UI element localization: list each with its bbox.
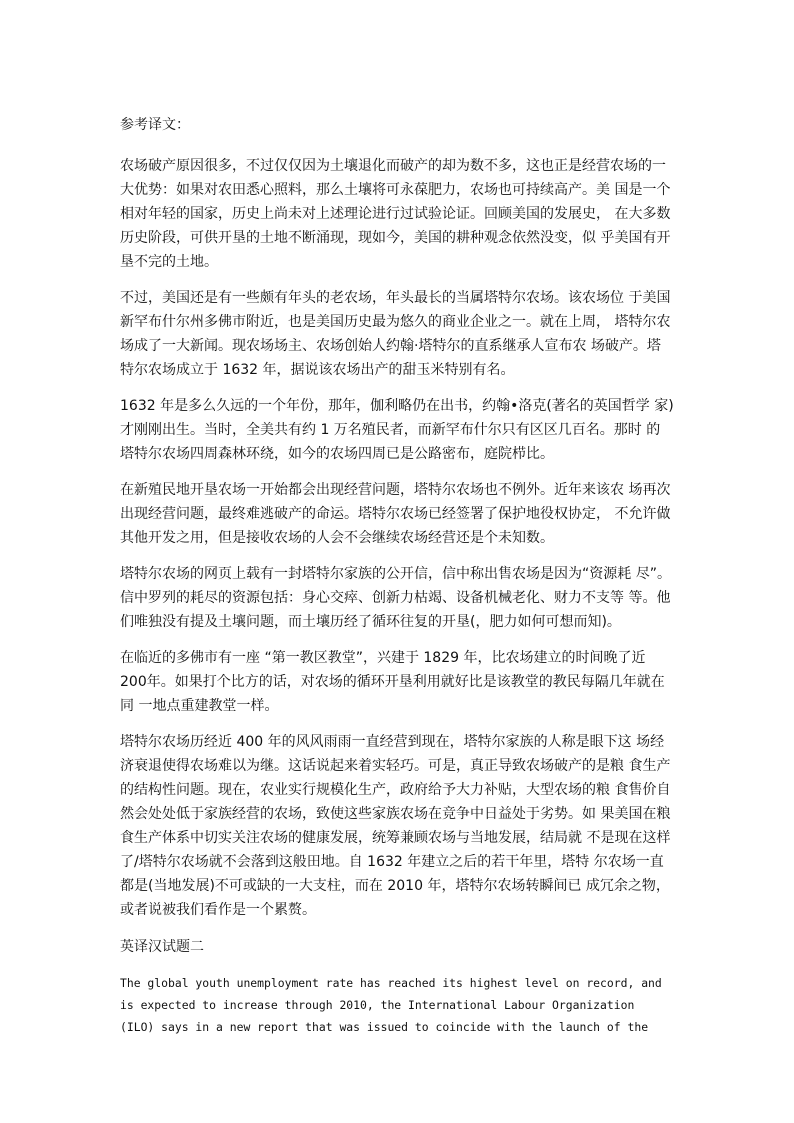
text-line: 塔特尔农场四周森林环绕，如今的农场四周已是公路密布，庭院栉比。 — [120, 446, 554, 462]
text-line: 然会处处低于家族经营的农场，致使这些家族农场在竞争中日益处于劣势。如 果美国在粮 — [120, 806, 671, 822]
text-line: 大优势：如果对农田悉心照料，那么土壤将可永葆肥力，农场也可持续高产。美 国是一个 — [120, 182, 671, 198]
text-line: 出现经营问题，最终难逃破产的命运。塔特尔农场已经签署了保护地役权协定， 不允许做 — [120, 506, 671, 522]
text-line: 历史阶段，可供开垦的土地不断涌现，现如今，美国的耕种观念依然没变，似 乎美国有开 — [120, 230, 671, 246]
text-line: 其他开发之用，但是接收农场的人会不会继续农场经营还是个未知数。 — [120, 530, 554, 546]
text-line: 垦不完的土地。 — [120, 254, 218, 270]
section-title: 英译汉试题二 — [120, 939, 204, 955]
text-line: 相对年轻的国家，历史上尚未对上述理论进行过试验论证。回顾美国的发展史， 在大多数 — [120, 206, 671, 222]
english-passage — [120, 972, 676, 1038]
english-line: The global youth unemployment rate has reached its highest level on record, and — [120, 976, 662, 990]
text-line: 不过，美国还是有一些颇有年头的老农场，年头最长的当属塔特尔农场。该农场位 于美国 — [120, 290, 671, 306]
paragraph-6 — [120, 646, 676, 718]
text-line: 塔特尔农场历经近 400 年的风风雨雨一直经营到现在，塔特尔家族的人称是眼下这 场经 — [120, 734, 665, 750]
text-line: 的结构性问题。现在，农业实行规模化生产，政府给予大力补贴，大型农场的粮 食售价自 — [120, 782, 671, 798]
text-line: 才刚刚出生。当时，全美共有约 1 万名殖民者，而新罕布什尔只有区区几百名。那时 的 — [120, 422, 661, 438]
document-page — [120, 112, 676, 1038]
text-line: 特尔农场成立于 1632 年，据说该农场出产的甜玉米特别有名。 — [120, 362, 515, 378]
text-line: 济衰退使得农场难以为继。这话说起来着实轻巧。可是，真正导致农场破产的是粮 食生产 — [120, 758, 671, 774]
paragraph-3 — [120, 394, 676, 466]
text-line: 们唯独没有提及土壤问题，而土壤历经了循环往复的开垦(，肥力如何可想而知)。 — [120, 614, 621, 630]
translation-body — [120, 154, 676, 922]
english-line: is expected to increase through 2010, the International Labour Organization — [120, 998, 635, 1012]
text-line: 200年。如果打个比方的话，对农场的循环开垦利用就好比是该教堂的教民每隔几年就在 — [120, 674, 665, 690]
reference-translation-label: 参考译文： — [120, 117, 190, 133]
text-line: 塔特尔农场的网页上载有一封塔特尔家族的公开信，信中称出售农场是因为“资源耗 尽”。 — [120, 566, 671, 582]
text-line: 在临近的多佛市有一座 “第一教区教堂”，兴建于 1829 年，比农场建立的时间晚了近 — [120, 650, 646, 666]
text-line: 同 一地点重建教堂一样。 — [120, 698, 279, 714]
text-line: 或者说被我们看作是一个累赘。 — [120, 902, 316, 918]
text-line: 在新殖民地开垦农场一开始都会出现经营问题，塔特尔农场也不例外。近年来该农 场再次 — [120, 482, 671, 498]
text-line: 食生产体系中切实关注农场的健康发展，统筹兼顾农场与当地发展，结局就 不是现在这样 — [120, 830, 671, 846]
text-line: 了/塔特尔农场就不会落到这般田地。自 1632 年建立之后的若干年里，塔特 尔农场一直 — [120, 854, 664, 870]
paragraph-5 — [120, 562, 676, 634]
paragraph-1 — [120, 154, 676, 274]
text-line: 都是(当地发展)不可或缺的一大支柱，而在 2010 年，塔特尔农场转瞬间已 成冗余之物， — [120, 878, 670, 894]
text-line: 新罕布什尔州多佛市附近，也是美国历史最为悠久的商业企业之一。就在上周， 塔特尔农 — [120, 314, 671, 330]
text-line: 农场破产原因很多，不过仅仅因为土壤退化而破产的却为数不多，这也正是经营农场的一 — [120, 158, 666, 174]
text-line: 场成了一大新闻。现农场场主、农场创始人约翰·塔特尔的直系继承人宣布农 场破产。塔 — [120, 338, 661, 354]
paragraph-7 — [120, 730, 676, 922]
text-line: 1632 年是多么久远的一个年份，那年，伽利略仍在出书，约翰•洛克(著名的英国哲学 家) — [120, 398, 674, 414]
paragraph-4 — [120, 478, 676, 550]
text-line: 信中罗列的耗尽的资源包括：身心交瘁、创新力枯竭、设备机械老化、财力不支等 等。他 — [120, 590, 671, 606]
paragraph-2 — [120, 286, 676, 382]
english-line: (ILO) says in a new report that was issued to coincide with the launch of the — [120, 1020, 649, 1034]
